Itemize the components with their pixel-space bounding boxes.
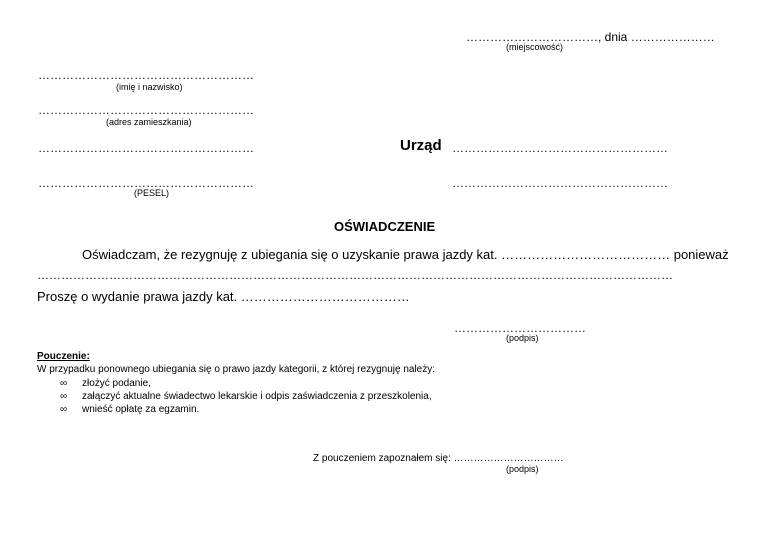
acknowledgement-signature-caption: (podpis) bbox=[506, 464, 539, 474]
pesel-line: ……………………………………………… bbox=[38, 176, 254, 190]
infinity-bullet-icon: ∞ bbox=[60, 378, 68, 389]
name-caption: (imię i nazwisko) bbox=[116, 82, 183, 92]
request-text: Proszę o wydanie prawa jazdy kat. ………………………………… bbox=[37, 289, 410, 304]
instruction-item bbox=[60, 378, 151, 389]
instruction-text: W przypadku ponownego ubiegania się o prawo jazdy kategorii, z której rezygnuję należy: bbox=[37, 364, 436, 375]
instruction-item-text: wnieść opłatę za egzamin. bbox=[82, 404, 200, 415]
infinity-bullet-icon: ∞ bbox=[60, 391, 68, 402]
address-caption: (adres zamieszkania) bbox=[106, 117, 192, 127]
office-label: Urząd bbox=[400, 137, 442, 154]
office-line-2: ……………………………………………… bbox=[452, 176, 668, 190]
infinity-bullet-icon: ∞ bbox=[60, 404, 68, 415]
address-line: ……………………………………………… bbox=[38, 103, 254, 117]
reason-line: …………………………………………………………………………………………………………………………………………… bbox=[37, 268, 673, 282]
extra-line: ……………………………………………… bbox=[38, 141, 254, 155]
declaration-text: Oświadczam, że rezygnuję z ubiegania się o uzyskanie prawa jazdy kat. ………………………………… ponieważ bbox=[82, 247, 729, 262]
instruction-heading: Pouczenie: bbox=[37, 351, 90, 362]
instruction-item-text: załączyć aktualne świadectwo lekarskie i odpis zaświadczenia z przeszkolenia, bbox=[82, 391, 432, 402]
place-date-line: ……………………………, dnia ………………… bbox=[466, 30, 715, 44]
place-caption: (miejscowość) bbox=[506, 42, 564, 52]
name-line: ……………………………………………… bbox=[38, 68, 254, 82]
acknowledgement-text: Z pouczeniem zapoznałem się: …………………………… bbox=[313, 453, 564, 464]
pesel-caption: (PESEL) bbox=[134, 188, 170, 198]
signature-caption: (podpis) bbox=[506, 333, 539, 343]
document-title: OŚWIADCZENIE bbox=[334, 219, 436, 234]
signature-line: …………………………… bbox=[454, 321, 586, 335]
office-line-1: ……………………………………………… bbox=[452, 141, 668, 155]
instruction-item bbox=[60, 404, 199, 415]
instruction-item bbox=[60, 391, 432, 402]
instruction-item-text: złożyć podanie, bbox=[82, 378, 151, 389]
